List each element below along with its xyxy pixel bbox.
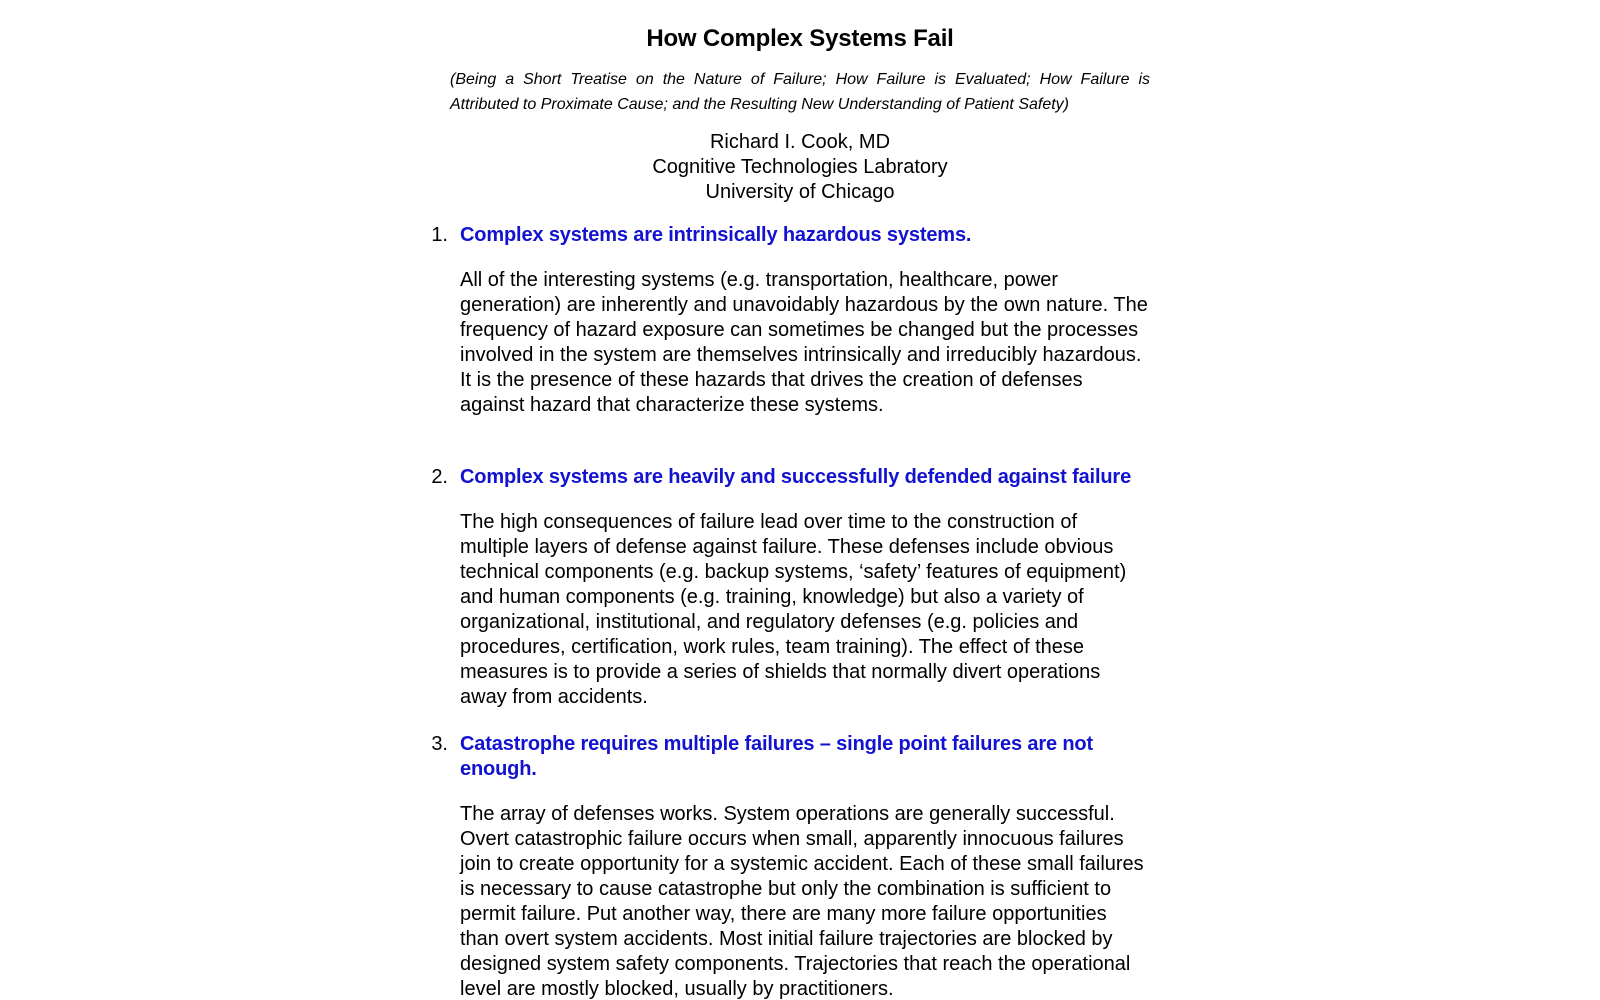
point-number: 1.	[431, 224, 448, 246]
document-title: How Complex Systems Fail	[646, 25, 954, 52]
author-lab: Cognitive Technologies Labratory	[652, 156, 948, 178]
point-body: The high consequences of failure lead over time to the construction of multiple layers of defense against failure. These defenses include obvious technical components (e.g. backup systems, ‘safety’ features of equipment) and human components (e.g. training, knowledge) but also a variety of organizational, institutional, and regulatory defenses (e.g. policies and procedures, certification, work rules, team training). The effect of these measures is to provide a series of shields that normally divert operations away from accidents.	[460, 511, 1127, 708]
point-heading: Complex systems are intrinsically hazardous systems.	[460, 224, 972, 246]
author-institution: University of Chicago	[705, 181, 895, 203]
point-heading: Complex systems are heavily and successfully defended against failure	[460, 466, 1132, 488]
author-name: Richard I. Cook, MD	[709, 131, 891, 153]
point-item	[431, 223, 1150, 418]
point-item	[431, 465, 1150, 710]
document-subtitle: (Being a Short Treatise on the Nature of Failure; How Failure is Evaluated; How Failure is Attributed to Proximate Cause; and the Resulting New Understanding of Patient Safety)	[450, 71, 1150, 113]
author-block	[450, 130, 1150, 205]
point-heading: Catastrophe requires multiple failures – single point failures are not enough.	[460, 733, 1093, 780]
point-body: All of the interesting systems (e.g. transportation, healthcare, power generation) are inherently and unavoidably hazardous by the own nature. The frequency of hazard exposure can sometimes be changed but the processes involved in the system are themselves intrinsically and irreducibly hazardous. It is the presence of these hazards that drives the creation of defenses against hazard that characterize these systems.	[460, 269, 1148, 416]
point-number: 2.	[431, 466, 448, 488]
point-number: 3.	[431, 733, 448, 755]
point-item	[431, 732, 1150, 1000]
point-body: The array of defenses works. System operations are generally successful. Overt catastrophic failure occurs when small, apparently innocuous failures join to create opportunity for a systemic accident. Each of these small failures is necessary to cause catastrophe but only the combination is sufficient to permit failure. Put another way, there are many more failure opportunities than overt system accidents. Most initial failure trajectories are blocked by designed system safety components. Trajectories that reach the operational level are mostly blocked, usually by practitioners.	[460, 803, 1144, 1000]
